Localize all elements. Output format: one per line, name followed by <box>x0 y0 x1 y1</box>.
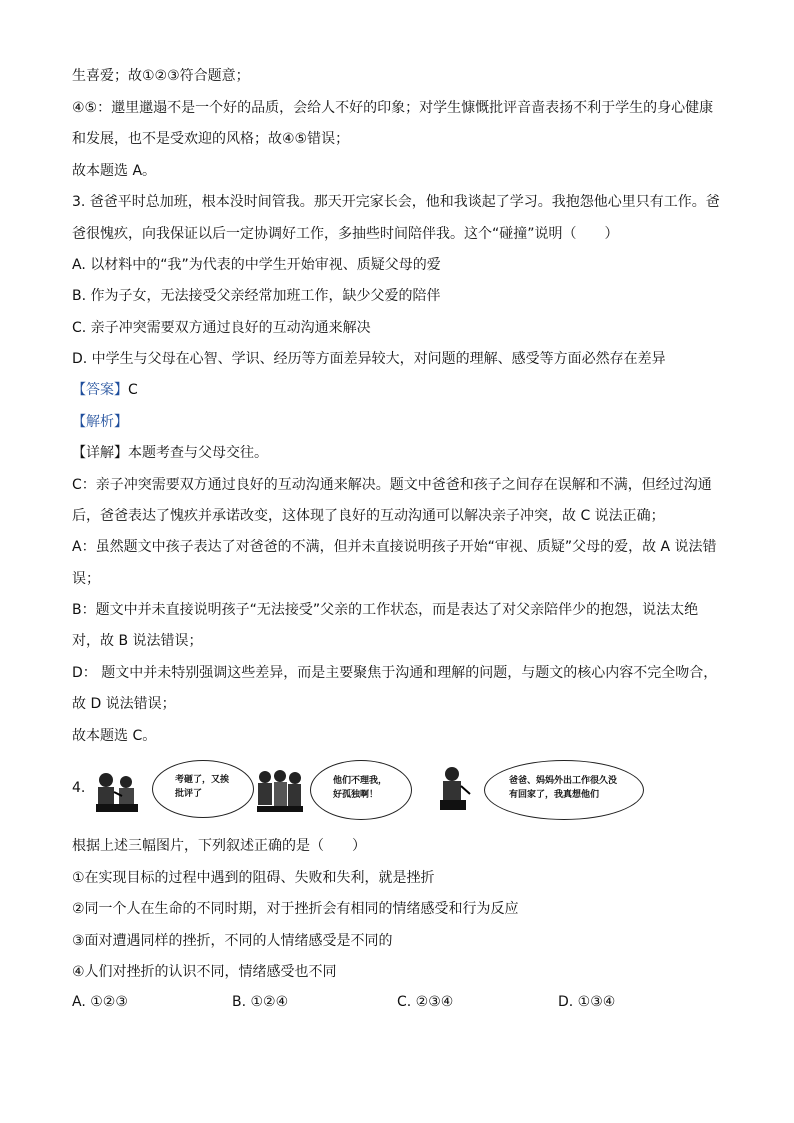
speech-bubble-text: 爸爸、妈妈外出工作很久没有回家了，我真想他们 <box>509 776 618 800</box>
speech-bubble <box>484 760 644 820</box>
speech-bubble <box>310 760 412 820</box>
question-4-stem: 根据上述三幅图片，下列叙述正确的是（ ） <box>72 838 366 854</box>
question-4-number: 4. <box>72 780 86 796</box>
detail-label: 【详解】 <box>72 445 128 461</box>
detail-text: 本题考查与父母交往。 <box>128 445 268 461</box>
explanation-line: 误； <box>72 571 100 587</box>
lonely-child-icon <box>434 764 474 816</box>
option-c: C. 亲子冲突需要双方通过良好的互动沟通来解决 <box>72 320 371 336</box>
option-a: A. ①②③ <box>72 994 128 1010</box>
question-3-stem: 爸很愧疚，向我保证以后一定协调好工作，多抽些时间陪伴我。这个“碰撞”说明（ ） <box>72 226 619 242</box>
question-4-figure <box>72 760 732 820</box>
option-d: D. ①③④ <box>558 994 616 1010</box>
student-group-icon <box>255 768 305 816</box>
explanation-line: 后，爸爸表达了愧疚并承诺改变，这体现了良好的互动沟通可以解决亲子冲突，故 C 说法正确； <box>72 508 665 524</box>
explanation-line: D： 题文中并未特别强调这些差异，而是主要聚焦于沟通和理解的问题，与题文的核心内容不完全吻合， <box>72 665 718 681</box>
text-line: 故本题选 A。 <box>72 163 157 179</box>
explanation-line: A：虽然题文中孩子表达了对爸爸的不满，但并未直接说明孩子开始“审视、质疑”父母的爱，故 A 说法错 <box>72 539 717 555</box>
question-3-stem: 3. 爸爸平时总加班，根本没时间管我。那天开完家长会，他和我谈起了学习。我抱怨他心里只有工作。爸 <box>72 194 720 210</box>
option-a: A. 以材料中的“我”为代表的中学生开始审视、质疑父母的爱 <box>72 257 441 273</box>
explanation-line: 对，故 B 说法错误； <box>72 633 203 649</box>
speech-bubble <box>152 760 254 818</box>
statement-3: ③面对遭遇同样的挫折，不同的人情绪感受是不同的 <box>72 933 393 949</box>
option-d: D. 中学生与父母在心智、学识、经历等方面差异较大，对问题的理解、感受等方面必然存在差异 <box>72 351 666 367</box>
text-line: ④⑤：邋里邋遢不是一个好的品质，会给人不好的印象；对学生慷慨批评音啬表扬不利于学生的身心健康 <box>72 100 714 116</box>
explanation-line: B：题文中并未直接说明孩子“无法接受”父亲的工作状态，而是表达了对父亲陪伴少的抱怨，说法太绝 <box>72 602 699 618</box>
statement-2: ②同一个人在生命的不同时期，对于挫折会有相同的情绪感受和行为反应 <box>72 901 519 917</box>
text-line: 和发展，也不是受欢迎的风格；故④⑤错误； <box>72 131 350 147</box>
answer-value: C <box>128 382 138 398</box>
explanation-line: 故本题选 C。 <box>72 728 157 744</box>
statement-1: ①在实现目标的过程中遇到的阻碍、失败和失利，就是挫折 <box>72 870 435 886</box>
speech-bubble-text: 他们不理我，好孤独啊！ <box>333 776 388 800</box>
explanation-line: 故 D 说法错误； <box>72 696 176 712</box>
option-c: C. ②③④ <box>397 994 454 1010</box>
explanation-line: C：亲子冲突需要双方通过良好的互动沟通来解决。题文中爸爸和孩子之间存在误解和不满，但经过沟通 <box>72 477 712 493</box>
detail-line <box>72 443 268 463</box>
student-figure-icon <box>92 770 142 816</box>
option-b: B. 作为子女，无法接受父亲经常加班工作，缺少父爱的陪伴 <box>72 288 441 304</box>
speech-bubble-text: 考砸了，又挨批评了 <box>175 775 230 799</box>
text-line: 生喜爱；故①②③符合题意； <box>72 68 250 84</box>
statement-4: ④人们对挫折的认识不同，情绪感受也不同 <box>72 964 337 980</box>
option-b: B. ①②④ <box>232 994 289 1010</box>
answer-label: 【答案】 <box>72 382 128 398</box>
analysis-label: 【解析】 <box>72 414 128 430</box>
answer-line <box>72 380 138 400</box>
